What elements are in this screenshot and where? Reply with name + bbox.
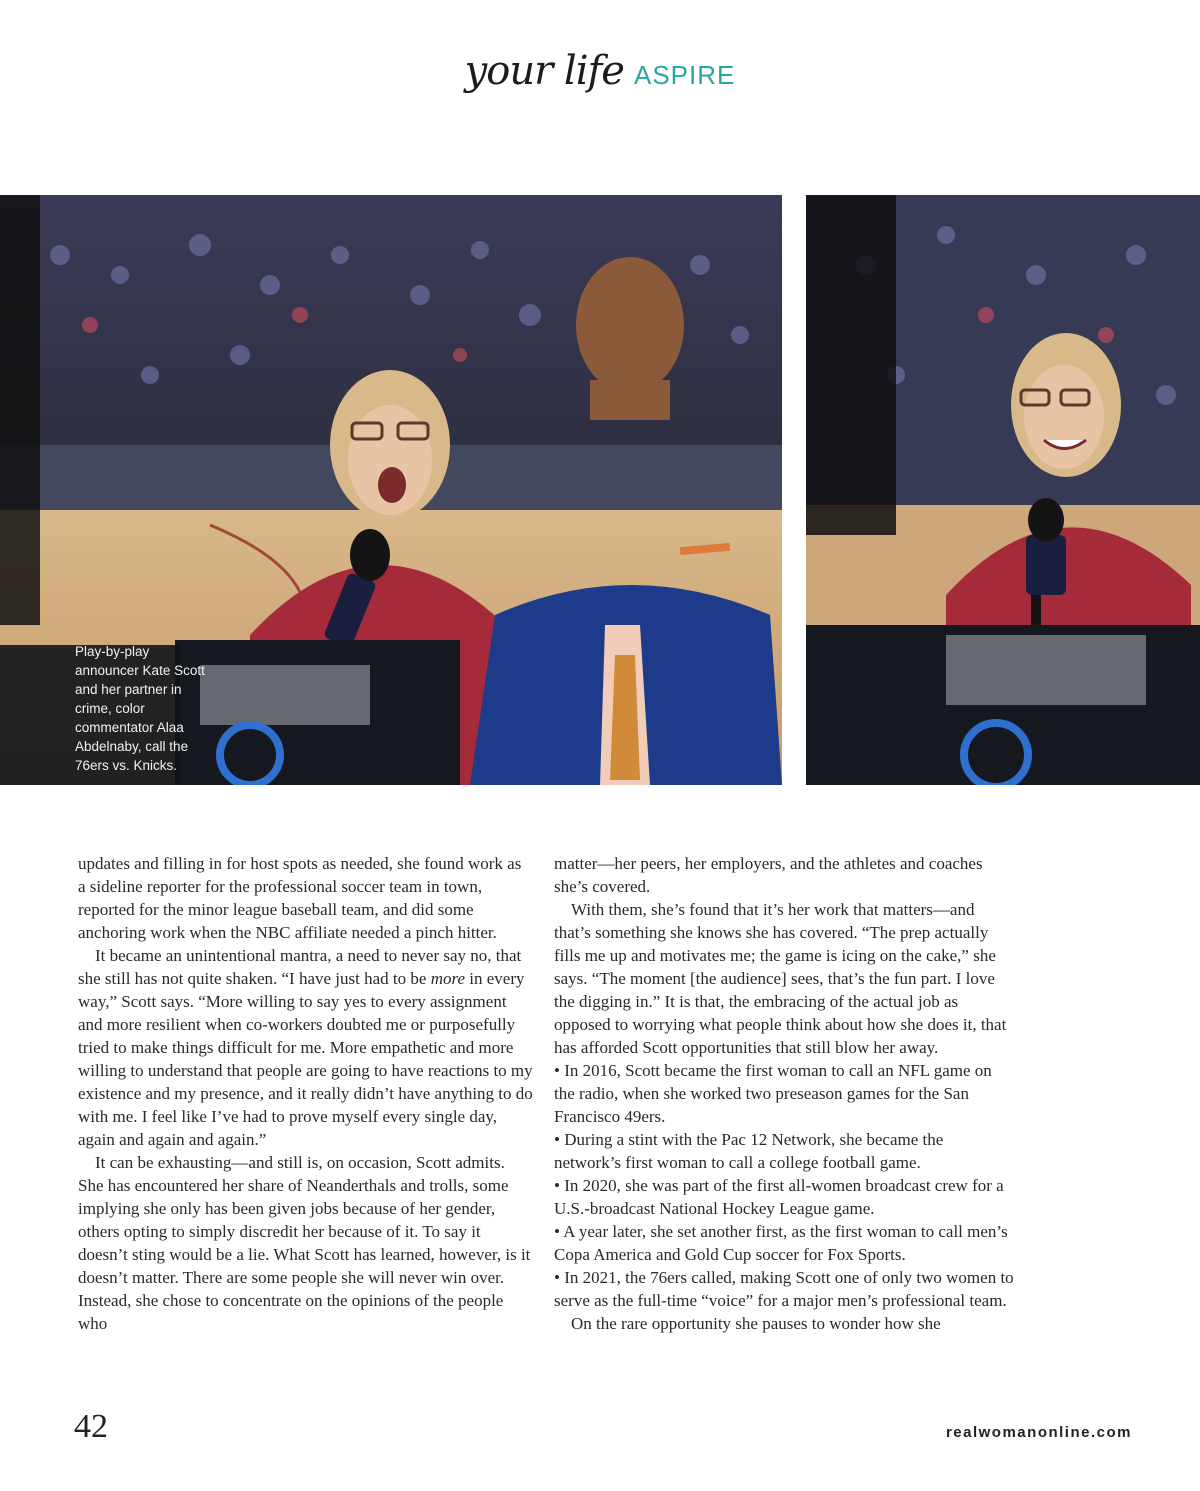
bullet-4: • A year later, she set another first, as the first woman to call men’s Copa America and Gold Cup soccer for Fox Sports. — [554, 1222, 1008, 1264]
left-paragraph-3: It can be exhausting—and still is, on occasion, Scott admits. She has encountered her share of Neanderthals and trolls, some implying she only has been given jobs because of her gender, others opting to simply discredit her because of it. To say it doesn’t sting would be a lie. What Scott has learned, however, is it doesn’t matter. There are some people she will never win over. Instead, she chose to concentrate on the opinions of the people who — [78, 1153, 531, 1333]
bullet-3: • In 2020, she was part of the first all-women broadcast crew for a U.S.-broadcast National Hockey League game. — [554, 1176, 1004, 1218]
right-paragraph-1: matter—her peers, her employers, and the athletes and coaches she’s covered. — [554, 854, 983, 896]
photo-caption: Play-by-play announcer Kate Scott and her partner in crime, color commentator Alaa Abdelnaby, call the 76ers vs. Knicks. — [75, 644, 205, 773]
right-paragraph-2: With them, she’s found that it’s her work that matters—and that’s something she knows she has covered. “The prep actually fills me up and motivates me; the game is icing on the cake,” she says. “The moment [the audience] sees, that’s the fun part. I love the digging in.” It is that, the embracing of the actual job as opposed to worrying what people think about how she does it, that has afforded Scott opportunities that still blow her away. — [554, 900, 1007, 1057]
left-paragraph-1: updates and filling in for host spots as needed, she found work as a sideline reporter for the professional soccer team in town, reported for the minor league baseball team, and did some anchoring work when the NBC affiliate needed a pinch hitter. — [78, 854, 522, 942]
left-paragraph-2-start: It became an unintentional mantra, a need to never say no, that she still has not quite shaken. “I have just had to be — [78, 946, 522, 988]
side-photo — [806, 195, 1200, 785]
right-paragraph-3: On the rare opportunity she pauses to wonder how she — [571, 1314, 941, 1333]
website-url[interactable]: realwomanonline.com — [945, 1424, 1132, 1441]
bullet-1: • In 2016, Scott became the first woman to call an NFL game on the radio, when she worked two preseason games for the San Francisco 49ers. — [554, 1061, 992, 1126]
page-number: 42 — [74, 1408, 108, 1445]
header-script-title: your life — [464, 48, 624, 94]
section-header — [0, 48, 1200, 108]
bullet-2: • During a stint with the Pac 12 Network, she became the network’s first woman to call a college football game. — [554, 1130, 944, 1172]
left-paragraph-2 — [78, 944, 533, 1151]
left-paragraph-2-emphasis: more — [430, 969, 465, 988]
left-paragraph-2-end: in every way,” Scott says. “More willing to say yes to every assignment and more resilient when co-workers doubted me or purposefully tried to make things difficult for me. More empathetic and more willing to understand that people are going to have reactions to my existence and my presence, and it really didn’t have anything to do with me. I feel like I’ve had to prove myself every single day, again and again and again.” — [78, 969, 533, 1149]
side-photo-image — [806, 195, 1200, 785]
header-section-label: ASPIRE — [633, 60, 736, 90]
bullet-5: • In 2021, the 76ers called, making Scott one of only two women to serve as the full-time “voice” for a major men’s professional team. — [554, 1268, 1014, 1310]
left-column — [78, 852, 533, 1335]
right-column — [554, 852, 1014, 1335]
